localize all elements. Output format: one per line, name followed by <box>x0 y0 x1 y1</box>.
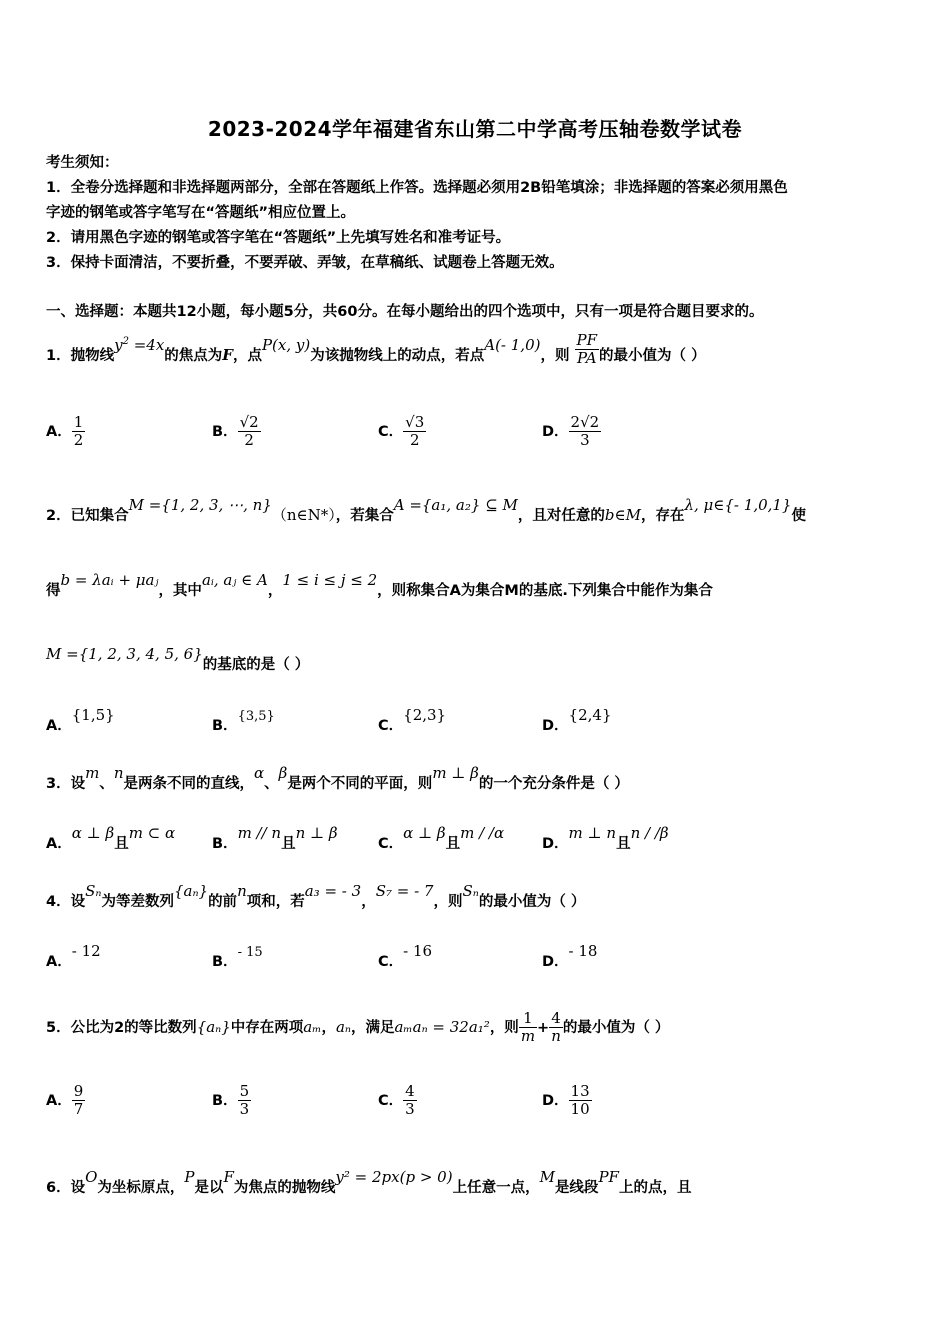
math: F <box>223 1168 234 1186</box>
question-2-line-2: 得b = λaᵢ + μaⱼ，其中aᵢ, aⱼ ∈ A，1 ≤ i ≤ j ≤ 2，则称集合A为集合M的基底.下列集合中能作为集合 <box>46 571 713 599</box>
math: m <box>85 764 100 782</box>
q4-option-a[interactable]: A．- 12 <box>46 942 101 970</box>
question-2-line-3: M ={1, 2, 3, 4, 5, 6}的基底的是（ ） <box>46 645 310 673</box>
fraction: $\frac{4}{n}$ <box>551 1009 561 1046</box>
text: 的最小值为（ ） <box>599 347 706 364</box>
math: aₘaₙ = 32a₁² <box>394 1017 490 1036</box>
math: A ={a₁, a₂} ⊆ M <box>393 496 518 514</box>
fraction: $\frac{5}{3}$ <box>239 1082 250 1119</box>
math: β <box>278 764 288 782</box>
math: y² = 2px(p > 0) <box>335 1168 453 1186</box>
fraction: $\frac{1}{2}$ <box>73 413 84 450</box>
math: M ={1, 2, 3, 4, 5, 6} <box>46 645 203 663</box>
math: λ, μ∈{- 1,0,1} <box>684 496 792 514</box>
math: P <box>184 1168 195 1186</box>
math: M <box>539 1168 555 1186</box>
text: ，则 <box>540 347 570 364</box>
math: S₇ = - 7 <box>375 882 434 900</box>
math: P(x, y) <box>261 335 311 354</box>
math: b∈M <box>604 506 641 524</box>
page-title: 2023-2024学年福建省东山第二中学高考压轴卷数学试卷 <box>207 117 743 141</box>
q3-option-b[interactable]: B．m // n且n ⊥ β <box>212 824 338 852</box>
text: 的焦点为 <box>164 347 223 364</box>
q5-option-d[interactable]: D． $\frac{13}{10}$ <box>542 1082 590 1119</box>
math: Sₙ <box>85 882 102 900</box>
fraction: $\frac{√3}{2}$ <box>405 413 425 450</box>
math: F <box>222 345 233 364</box>
math: aₙ <box>335 1017 351 1036</box>
math: $y^2 =4x$ <box>114 335 165 354</box>
q2-option-b[interactable]: B．{3,5} <box>212 709 275 734</box>
question-6: 6．设O为坐标原点，P是以F为焦点的抛物线y² = 2px(p > 0)上任意一点，M是线段PF上的点，且 <box>46 1168 692 1196</box>
text: ，点 <box>232 347 262 364</box>
notice-item-1-cont: 字迹的钢笔或答字笔写在“答题纸”相应位置上。 <box>46 205 356 221</box>
math: aᵢ, aⱼ ∈ A <box>201 571 268 589</box>
q2-option-a[interactable]: A．{1,5} <box>46 706 115 734</box>
q3-option-a[interactable]: A．α ⊥ β且m ⊂ α <box>46 824 176 852</box>
q1-option-d[interactable]: D． $\frac{2√2}{3}$ <box>542 413 600 450</box>
math: （n∈N*） <box>271 506 336 524</box>
math: {aₙ} <box>173 882 209 900</box>
question-2-line-1: 2．已知集合M ={1, 2, 3, ⋯, n}（n∈N*），若集合A ={a₁, a₂} ⊆ M，且对任意的b∈M，存在λ, μ∈{- 1,0,1}使 <box>46 496 806 524</box>
fraction: $\frac{√2}{2}$ <box>239 413 259 450</box>
notice-item-3: 3．保持卡面清洁，不要折叠，不要弄破、弄皱，在草稿纸、试题卷上答题无效。 <box>46 255 564 271</box>
question-1 <box>46 331 706 374</box>
fraction: $\frac{4}{3}$ <box>405 1082 415 1119</box>
q5-option-b[interactable]: B． $\frac{5}{3}$ <box>212 1082 250 1119</box>
math: n <box>237 882 247 900</box>
notice-item-1: 1．全卷分选择题和非选择题两部分，全部在答题纸上作答。选择题必须用2B铅笔填涂；非选择题的答案必须用黑色 <box>46 180 788 196</box>
fraction: $\frac{2√2}{3}$ <box>570 413 600 450</box>
notice-item-2: 2．请用黑色字迹的钢笔或答字笔在“答题纸”上先填写姓名和准考证号。 <box>46 230 511 246</box>
fraction: $\frac{1}{m}$ <box>520 1009 536 1046</box>
section-heading: 一、选择题：本题共12小题，每小题5分，共60分。在每小题给出的四个选项中，只有一项是符合题目要求的。 <box>46 304 764 320</box>
notice-heading: 考生须知： <box>46 155 119 171</box>
q4-option-c[interactable]: C．- 16 <box>378 942 433 970</box>
fraction: $\frac{PF}{PA}$ <box>576 331 598 368</box>
q1-option-a[interactable]: A． $\frac{1}{2}$ <box>46 413 84 450</box>
q1-option-b[interactable]: B． $\frac{√2}{2}$ <box>212 413 259 450</box>
q3-option-d[interactable]: D．m ⊥ n且n / /β <box>542 824 669 852</box>
q5-option-a[interactable]: A． $\frac{9}{7}$ <box>46 1082 84 1119</box>
question-5: 5．公比为2的等比数列{aₙ}中存在两项aₘ，aₙ，满足aₘaₙ = 32a₁²，则 $\frac{1}{m}$ + $\frac{4}{n}$ 的最小值为（ ） <box>46 1009 670 1046</box>
fraction: $\frac{9}{7}$ <box>73 1082 84 1119</box>
math: aₘ <box>303 1017 322 1036</box>
question-4: 4．设Sₙ为等差数列{aₙ}的前n项和，若a₃ = - 3，S₇ = - 7，则Sₙ的最小值为（ ） <box>46 882 586 910</box>
math: n <box>113 764 124 782</box>
math: O <box>85 1168 98 1186</box>
math: {aₙ} <box>196 1017 231 1036</box>
math: b = λaᵢ + μaⱼ <box>60 571 159 589</box>
math: A(- 1,0) <box>484 335 541 354</box>
q1-option-c[interactable]: C． $\frac{√3}{2}$ <box>378 413 425 450</box>
question-3: 3．设m、n是两条不同的直线，α、β是两个不同的平面，则m ⊥ β的一个充分条件是（ ） <box>46 764 629 792</box>
q2-option-d[interactable]: D．{2,4} <box>542 706 612 734</box>
math: m ⊥ β <box>432 764 479 782</box>
text: 1．抛物线 <box>46 347 115 364</box>
math: M ={1, 2, 3, ⋯, n} <box>128 496 272 514</box>
math: 1 ≤ i ≤ j ≤ 2 <box>282 571 378 589</box>
q4-option-d[interactable]: D．- 18 <box>542 942 598 970</box>
q2-option-c[interactable]: C．{2,3} <box>378 706 447 734</box>
q4-option-b[interactable]: B．- 15 <box>212 945 263 970</box>
math: a₃ = - 3 <box>304 882 362 900</box>
fraction: $\frac{13}{10}$ <box>570 1082 590 1119</box>
math: PF <box>598 1168 619 1186</box>
math: α <box>254 764 265 782</box>
math: Sₙ <box>462 882 479 900</box>
q5-option-c[interactable]: C． $\frac{4}{3}$ <box>378 1082 415 1119</box>
text: 为该抛物线上的动点，若点 <box>310 347 485 364</box>
q3-option-c[interactable]: C．α ⊥ β且m / /α <box>378 824 505 852</box>
